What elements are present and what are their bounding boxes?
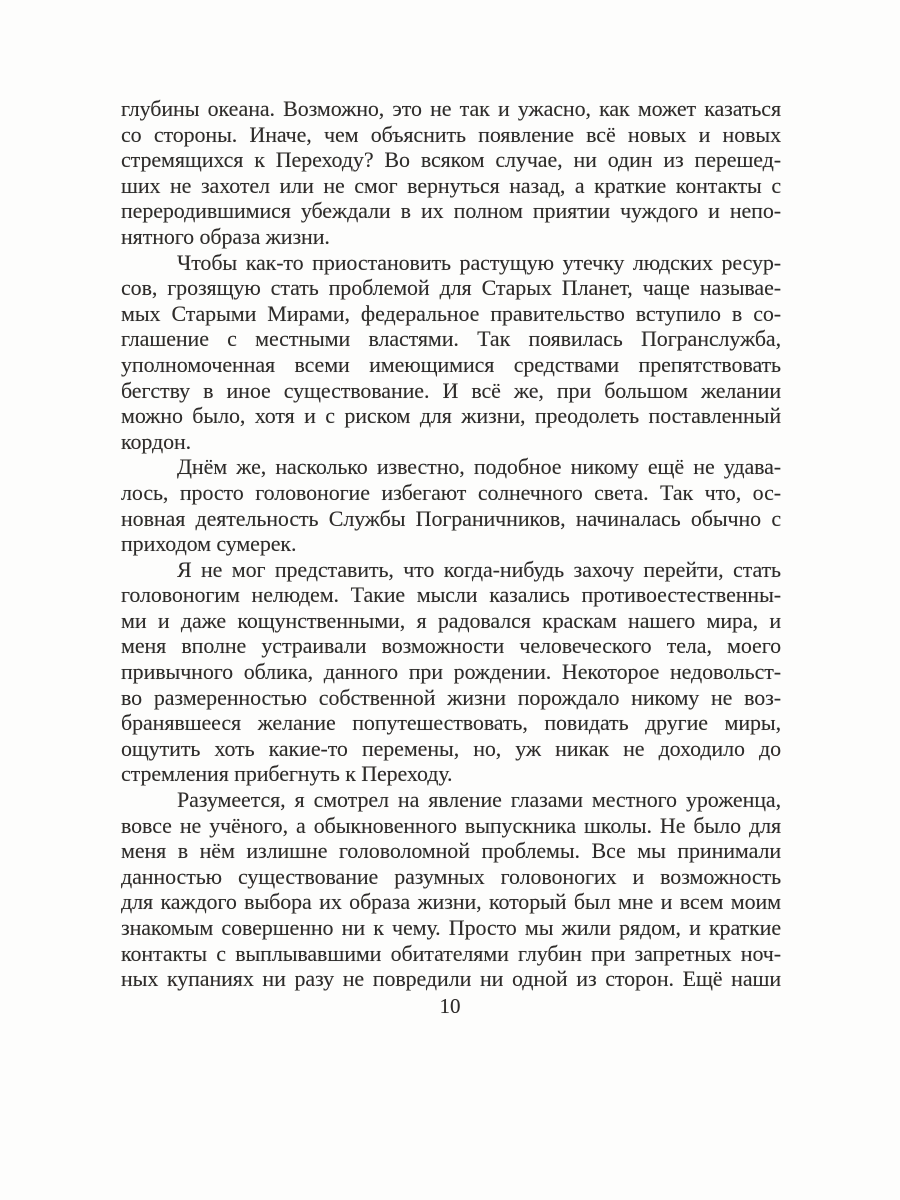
text-line: для каждого выбора их образа жизни, который был мне и всем моим xyxy=(121,889,781,915)
text-line: меня в нём излишне головоломной проблемы. Все мы принимали xyxy=(121,838,781,864)
text-line: нятного образа жизни. xyxy=(121,223,330,249)
text-line: со стороны. Иначе, чем объяснить появление всё новых и новых xyxy=(121,121,781,147)
text-line: Чтобы как-то приостановить растущую утечку людских ресур- xyxy=(177,249,781,275)
text-line: лось, просто головоногие избегают солнечного света. Так что, ос- xyxy=(121,479,781,505)
paragraph xyxy=(121,96,781,250)
text-line: во размеренностью собственной жизни порождало никому не воз- xyxy=(121,684,781,710)
text-line: уполномоченная всеми имеющимися средствами препятствовать xyxy=(121,351,781,377)
paragraph xyxy=(121,557,781,787)
text-line: ми и даже кощунственными, я радовался краскам нашего мира, и xyxy=(121,607,781,633)
text-line: стремления прибегнуть к Переходу. xyxy=(121,761,453,787)
page-number: 10 xyxy=(439,994,461,1018)
text-line: ных купаниях ни разу не повредили ни одной из сторон. Ещё наши xyxy=(121,966,781,992)
paragraph xyxy=(121,787,781,992)
text-line: новная деятельность Службы Пограничников, начиналась обычно с xyxy=(121,505,781,531)
text-line: глашение с местными властями. Так появилась Погранслужба, xyxy=(121,326,781,352)
text-line: стремящихся к Переходу? Во всяком случае, ни один из перешед- xyxy=(121,147,781,173)
text-line: кордон. xyxy=(121,428,192,454)
text-line: бранявшееся желание попутешествовать, повидать другие миры, xyxy=(121,710,781,736)
text-line: глубины океана. Возможно, это не так и ужасно, как может казаться xyxy=(121,96,781,121)
text-line: знакомым совершенно ни к чему. Просто мы жили рядом, и краткие xyxy=(121,915,781,940)
text-line: контакты с выплывавшими обитателями глубин при запретных ноч- xyxy=(121,940,781,966)
text-line: переродившимися убеждали в их полном приятии чуждого и непо- xyxy=(121,198,781,224)
text-line: головоногим нелюдем. Такие мысли казались противоестественны- xyxy=(121,582,781,608)
text-line: мых Старыми Мирами, федеральное правительство вступило в со- xyxy=(121,300,781,326)
text-line: Разумеется, я смотрел на явление глазами местного уроженца, xyxy=(177,787,781,813)
text-line: меня вполне устраивали возможности человеческого тела, моего xyxy=(121,633,781,659)
text-line: можно было, хотя и с риском для жизни, преодолеть поставленный xyxy=(121,403,781,429)
text-line: Я не мог представить, что когда-нибудь захочу перейти, стать xyxy=(177,556,781,582)
text-line: приходом сумерек. xyxy=(121,531,297,557)
text-line: сов, грозящую стать проблемой для Старых Планет, чаще называе- xyxy=(121,275,781,301)
text-line: Днём же, насколько известно, подобное никому ещё не удава- xyxy=(177,454,781,480)
text-line: ощутить хоть какие-то перемены, но, уж никак не доходило до xyxy=(121,735,781,761)
text-line: данностью существование разумных головоногих и возможность xyxy=(121,863,781,889)
text-line: вовсе не учёного, а обыкновенного выпускника школы. Не было для xyxy=(121,812,781,838)
paragraph xyxy=(121,250,781,455)
paragraph xyxy=(121,454,781,556)
text-line: ших не захотел или не смог вернуться назад, а краткие контакты с xyxy=(121,172,781,198)
text-line: привычного облика, данного при рождении. Некоторое недовольст- xyxy=(121,659,781,685)
page-text-block xyxy=(121,96,781,992)
text-line: бегству в иное существование. И всё же, при большом желании xyxy=(121,377,781,403)
